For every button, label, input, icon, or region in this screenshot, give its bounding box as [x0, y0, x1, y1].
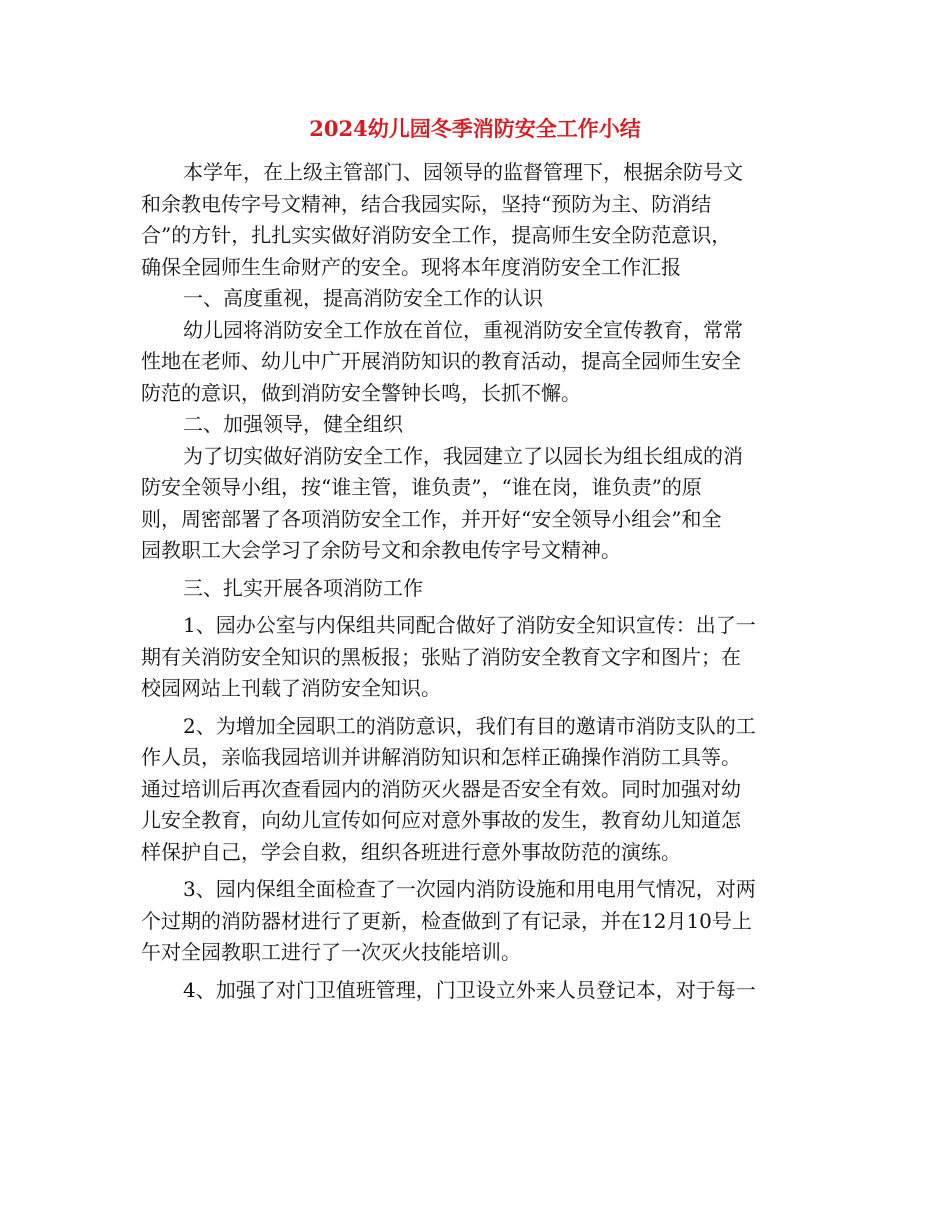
- text-line: 合”的方针，扎扎实实做好消防安全工作，提高师生安全防范意识，: [141, 223, 732, 247]
- text-line: 防范的意识，做到消防安全警钟长鸣，长抓不懈。: [141, 380, 581, 405]
- text-line: 为了切实做好消防安全工作，我园建立了以园长为组长组成的消: [183, 443, 743, 468]
- text-line: 幼儿园将消防安全工作放在首位，重视消防安全宣传教育，常常: [183, 317, 743, 342]
- text-line: 性地在老师、幼儿中广开展消防知识的教育活动，提高全园师生安全: [141, 349, 741, 373]
- text-line: 通过培训后再次查看园内的消防灭火器是否安全有效。同时加强对幼: [141, 776, 741, 801]
- text-line: 确保全园师生生命财产的安全。现将本年度消防安全工作汇报: [141, 254, 681, 279]
- section-heading: 二、加强领导，健全组织: [183, 412, 403, 436]
- text-line: 和余教电传字号文精神，结合我园实际，坚持“预防为主、防消结: [141, 191, 712, 216]
- text-line: 3、园内保组全面检查了一次园内消防设施和用电用气情况，对两: [183, 877, 756, 901]
- text-line: 午对全园教职工进行了一次灭火技能培训。: [141, 940, 521, 964]
- section-heading: 一、高度重视，提高消防安全工作的认识: [183, 286, 543, 310]
- text-line: 则，周密部署了各项消防安全工作，并开好“安全领导小组会”和全: [141, 506, 722, 531]
- text-line: 防安全领导小组，按“谁主管，谁负责”，“谁在岗，谁负责”的原: [141, 475, 702, 499]
- section-heading: 三、扎实开展各项消防工作: [183, 575, 423, 600]
- text-line: 园教职工大会学习了余防号文和余教电传字号文精神。: [141, 538, 621, 562]
- document-title: 2024幼儿园冬季消防安全工作小结: [309, 116, 641, 141]
- text-line: 1、园办公室与内保组共同配合做好了消防安全知识宣传：出了一: [183, 613, 756, 637]
- text-line: 样保护自己，学会自救，组织各班进行意外事故防范的演练。: [141, 839, 681, 864]
- text-line: 本学年，在上级主管部门、园领导的监督管理下，根据余防号文: [183, 160, 743, 184]
- text-line: 期有关消防安全知识的黑板报；张贴了消防安全教育文字和图片；在: [141, 644, 741, 669]
- text-line: 个过期的消防器材进行了更新，检查做到了有记录，并在12月10号上: [141, 908, 752, 933]
- document-body: [141, 157, 811, 1006]
- text-line: 2、为增加全园职工的消防意识，我们有目的邀请市消防支队的工: [183, 713, 756, 738]
- text-line: 校园网站上刊载了消防安全知识。: [141, 676, 441, 700]
- text-line: 4、加强了对门卫值班管理，门卫设立外来人员登记本，对于每一: [183, 977, 756, 1002]
- text-line: 儿安全教育，向幼儿宣传如何应对意外事故的发生，教育幼儿知道怎: [141, 808, 741, 832]
- text-line: 作人员，亲临我园培训并讲解消防知识和怎样正确操作消防工具等。: [141, 745, 741, 769]
